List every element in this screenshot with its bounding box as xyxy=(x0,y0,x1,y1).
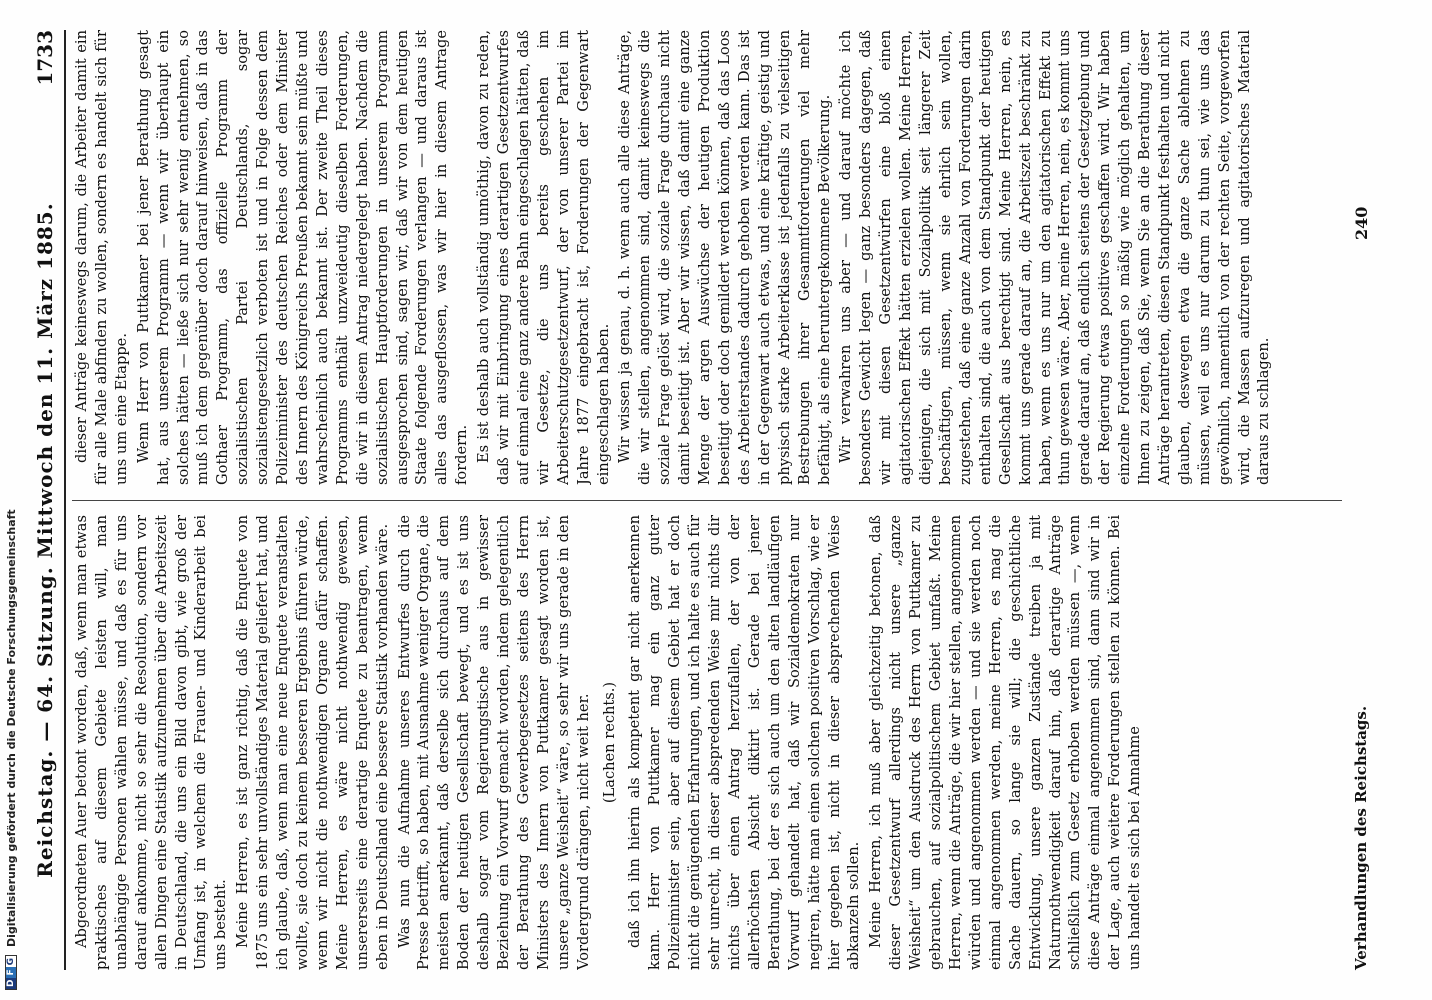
paragraph: Meine Herren, es ist ganz richtig, daß die Enquete von 1875 uns ein sehr unvollständiges Material geliefert hat, und ich glaube, daß, wenn man eine neue Enquete veranstalten wollte, sie doch zu keinem besseren Ergebnis führen würde, wenn wir nicht die nothwendigen Organe dafür schaffen. Meine Herren, es wäre nicht nothwendig gewesen, unsererseits eine derartige Enquete zu beantragen, wenn eben in Deutschland eine bessere Statistik vorhanden wäre. xyxy=(234,515,391,970)
paragraph: Abgeordneten Auer betont worden, daß, wenn man etwas praktisches auf diesem Gebiete leisten will, man unabhängige Personen wählen müsse, und daß es für uns darauf ankomme, nicht so sehr die Resolution, sondern vor allen Dingen eine Statistik aufzunehmen über die Arbeitszeit in Deutschland, die uns ein Bild davon gibt, wie groß der Umfang ist, in welchem die Frauen- und Kinderarbeit bei uns besteht. xyxy=(73,515,230,970)
column-divider xyxy=(72,500,1342,501)
page-number-bottom: 240 xyxy=(1352,206,1371,240)
paragraph: Wir wissen ja genau, d. h. wenn auch alle diese Anträge, die wir stellen, angenommen sind, damit keineswegs die soziale Frage gelöst wird, die soziale Frage durchaus nicht damit beseitigt ist. Aber wir wissen, daß damit eine ganze Menge der argen Auswüchse der heutigen Produktion beseitigt oder doch gemildert werden können, daß das Loos des Arbeiterstandes dadurch gehoben werden kann. Das ist in der Gegenwart auch etwas, und eine kräftige, geistig und physisch starke Arbeiterklasse ist jedenfalls zu vielseitigen Bestrebungen ihrer Gesammtforderungen viel mehr befähigt, als eine heruntergekommene Bevölkerung. xyxy=(616,30,833,485)
paragraph: Es ist deshalb auch vollständig unnöthig, davon zu reden, daß wir mit Einbringung eines derartigen Gesetzentwurfes auf einmal eine ganz andere Bahn eingeschlagen hätten, daß wir Gesetze, die uns bereits geschehen im Arbeiterschutzgesetzentwurf, der von unserer Partei im Jahre 1877 eingebracht ist, Forderungen der Gegenwart eingeschlagen haben. xyxy=(475,30,612,485)
paragraph: daß ich ihn hierin als kompetent gar nicht anerkennen kann. Herr von Puttkamer mag ein ganz guter Polizeiminister sein, aber auf diesem Gebiet hat er doch nicht die genügenden Erfahrungen, und ich halte es auch für sehr unrecht, in dieser abspredenden Weise mir nichts dir nichts über einen Antrag herzufallen, der von der allerhöchsten Absicht diktirt ist. Gerade bei jener Berathung, bei der es sich auch um den alten landläufigen Vorwurf gehandelt hat, daß wir Sozialdemokraten nur negiren, hätte man einen solchen positiven Vorschlag, wie er hier gegeben ist, nicht in dieser absprechenden Weise abkanzeln sollen. xyxy=(626,515,863,970)
paragraph: Wenn Herr von Puttkamer bei jener Berathung gesagt hat, aus unserem Programm — wenn wir überhaupt ein solches hätten — ließe sich nur sehr wenig entnehmen, so muß ich dem gegenüber doch darauf hinweisen, daß in das Gothaer Programm, das offizielle Programm der sozialistischen Partei Deutschlands, sogar sozialistengesetzlich verboten ist und in Folge dessen dem Polizeiminister des deutschen Reiches oder dem Minister des Innern des Königreichs Preußen bekannt sein müßte und wahrscheinlich auch bekannt ist. Der zweite Theil dieses Programms enthält unzweideutig dieselben Forderungen, die wir in diesem Antrag niedergelegt haben. Nachdem die sozialistischen Hauptforderungen in unserem Programm ausgesprochen sind, sagen wir, daß wir von dem heutigen Staate folgende Forderungen verlangen — und daraus ist alles das ausgeflossen, was wir hier in diesem Antrage fordern. xyxy=(134,30,471,485)
scan-credit-text: Digitalisierung gefördert durch die Deutsche Forschungsgemeinschaft xyxy=(4,509,18,947)
footer-source: Verhandlungen des Reichstags. xyxy=(1352,705,1370,970)
stage-direction: (Lachen rechts.) xyxy=(600,681,618,804)
header-rule xyxy=(64,30,66,970)
dfg-logo-icon: D F G xyxy=(5,955,17,990)
paragraph: Wir verwahren uns aber — und darauf möchte ich besonders Gewicht legen — ganz besonders dagegen, daß wir mit diesen Gesetzentwürfen eine bloß einen agitatorischen Effekt hätten erzielen wollen. Meine Herren, diejenigen, die sich mit Sozialpolitik seit längerer Zeit beschäftigen, müssen, wenn sie ehrlich sein wollen, zugestehen, daß eine ganze Anzahl von Forderungen darin enthalten sind, die auch von dem Standpunkt der heutigen Gesellschaft aus berechtigt sind. Meine Herren, nein, es kommt uns gerade darauf an, die Arbeitszeit beschränkt zu haben, wenn es uns nur um den agitatorischen Effekt zu thun gewesen wäre. Aber, meine Herren, nein, es kommt uns gerade darauf an, daß endlich seitens der Gesetzgebung und der Regierung etwas positives geschaffen wird. Wir haben einzelne Forderungen so mäßig wie möglich gehalten, um Ihnen zu zeigen, daß Sie, wenn Sie an die Berathung dieser Anträge herantreten, diesen Standpunkt festhalten und nicht glauben, deswegen etwa die ganze Sache ablehnen zu müssen, weil es uns nur darum zu thun sei, wie uns das gewöhnlich, namentlich von der rechten Seite, vorgeworfen wird, die Massen aufzuregen und agitatorisches Material daraus zu schlagen. xyxy=(837,30,1273,485)
page-number-top: 1733 xyxy=(33,30,57,86)
right-column xyxy=(72,30,1342,485)
page-header xyxy=(28,30,62,970)
scan-credit-strip xyxy=(0,0,22,1000)
paragraph: Was nun die Aufnahme unseres Entwurfes durch die Presse betrifft, so haben, mit Ausnahme weniger Organe, die meisten anerkannt, daß derselbe sich durchaus auf dem Boden der heutigen Gesellschaft bewegt, und es ist uns deshalb sogar vom Regierungstische aus in gewisser Beziehung ein Vorwurf gemacht worden, indem gelegentlich der Berathung des Gewerbegesetzes seitens des Herrn Ministers des Innern von Puttkamer gesagt worden ist, unsere „ganze Weisheit“ wäre, so sehr wir uns gerade in den Vordergrund drängen, nicht weit her. xyxy=(395,515,592,970)
page-title: Reichstag. — 64. Sitzung. Mittwoch den 11. März 1885. xyxy=(33,202,57,878)
left-column xyxy=(72,515,1342,970)
paragraph: dieser Anträge keineswegs darum, die Arbeiter damit ein für alle Male abfinden zu wollen, sondern es handelt sich für uns um eine Etappe. xyxy=(73,30,130,485)
paragraph: Meine Herren, ich muß aber gleichzeitig betonen, daß dieser Gesetzentwurf allerdings nicht unsere „ganze Weisheit“ um den Ausdruck des Herrn von Puttkamer zu gebrauchen, auf sozialpolitischem Gebiet umfaßt. Meine Herren, wenn die Anträge, die wir hier stellen, angenommen würden und angenommen werden — und sie werden noch einmal angenommen werden, meine Herren, es mag die Sache dauern, so lange sie will; die geschichtliche Entwicklung, unsere ganzen Zustände treiben ja mit Naturnothwendigkeit darauf hin, daß derartige Anträge schließlich zum Gesetz erhoben werden müssen —, wenn diese Anträge einmal angenommen sind, dann sind wir in der Lage, auch weitere Forderungen stellen zu können. Bei uns handelt es sich bei Annahme xyxy=(867,515,1144,970)
